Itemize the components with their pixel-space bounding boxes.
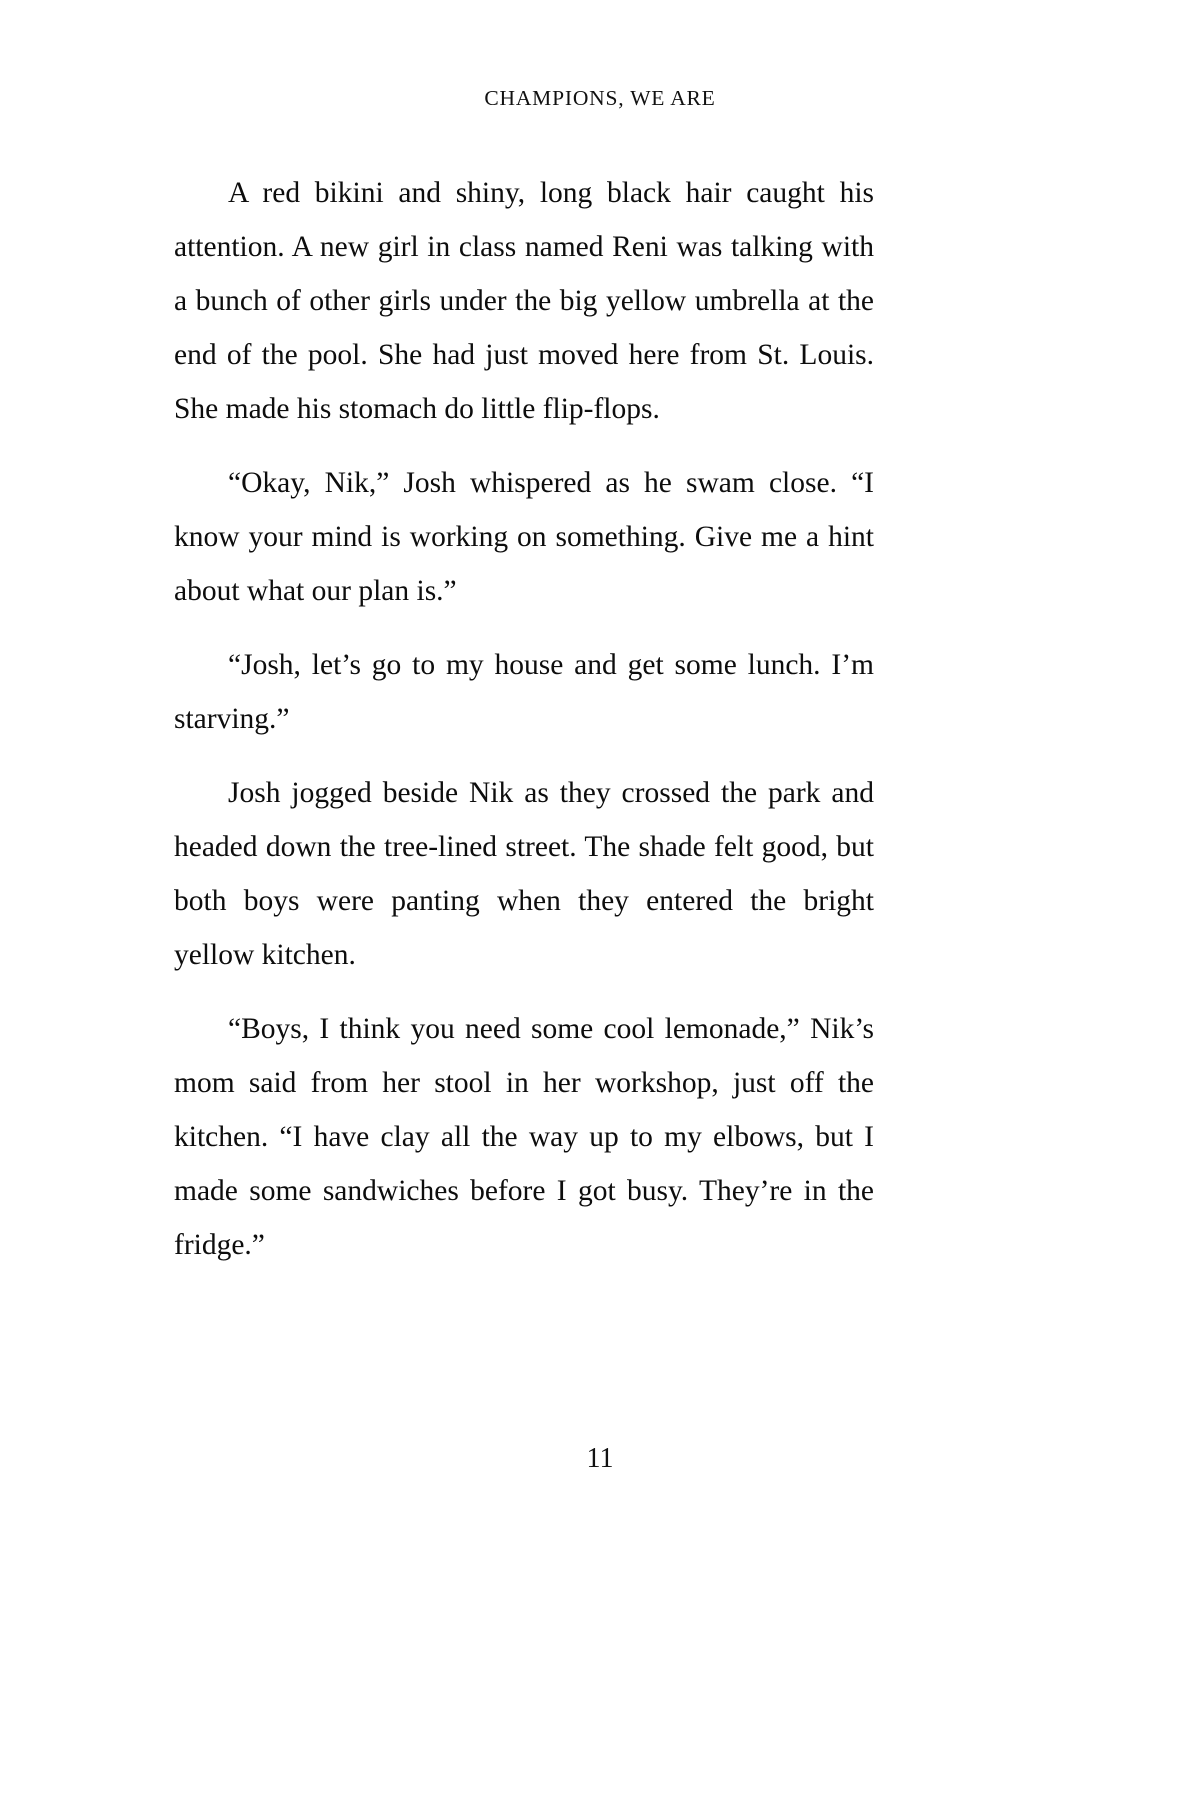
body-text-block (174, 166, 874, 1272)
running-head: CHAMPIONS, WE ARE (484, 86, 716, 110)
paragraph: Josh jogged beside Nik as they crossed the park and headed down the tree-lined street. The shade felt good, but both boys were panting when they entered the bright yellow kitchen. (174, 777, 874, 971)
paragraph: A red bikini and shiny, long black hair caught his attention. A new girl in class named Reni was talking with a bunch of other girls under the big yellow umbrella at the end of the pool. She had just moved here from St. Louis. She made his stomach do little flip-flops. (174, 177, 874, 425)
page-number: 11 (586, 1443, 614, 1474)
paragraph: “Okay, Nik,” Josh whispered as he swam close. “I know your mind is working on something. Give me a hint about what our plan is.” (174, 467, 874, 607)
paragraph: “Josh, let’s go to my house and get some lunch. I’m starving.” (174, 649, 874, 735)
paragraph: “Boys, I think you need some cool lemonade,” Nik’s mom said from her stool in her workshop, just off the kitchen. “I have clay all the way up to my elbows, but I made some sandwiches before I got busy. They’re in the fridge.” (174, 1013, 874, 1261)
